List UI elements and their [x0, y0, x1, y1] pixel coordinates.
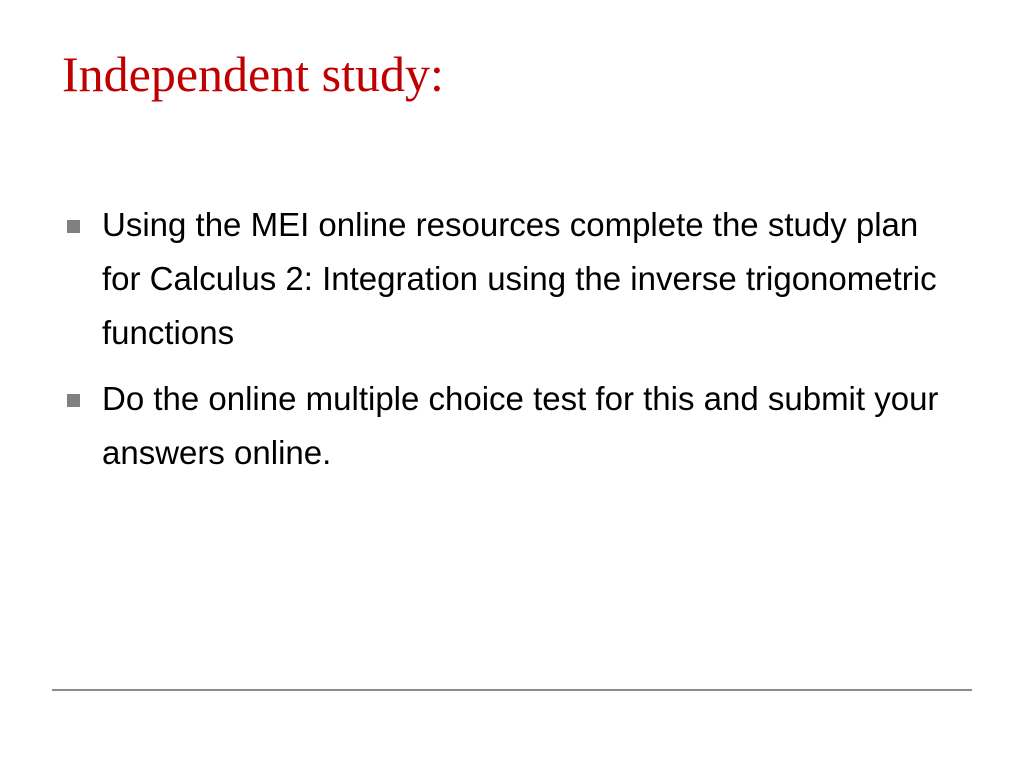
slide-title: Independent study:	[62, 46, 444, 102]
bullet-list	[62, 198, 962, 492]
footer-divider	[52, 689, 972, 691]
bullet-item	[62, 372, 962, 480]
square-bullet-icon	[67, 394, 80, 407]
bullet-item	[62, 198, 962, 360]
square-bullet-icon	[67, 220, 80, 233]
bullet-text: Do the online multiple choice test for this and submit your answers online.	[102, 380, 939, 471]
bullet-text: Using the MEI online resources complete the study plan for Calculus 2: Integration using the inverse trigonometric functions	[102, 206, 937, 351]
